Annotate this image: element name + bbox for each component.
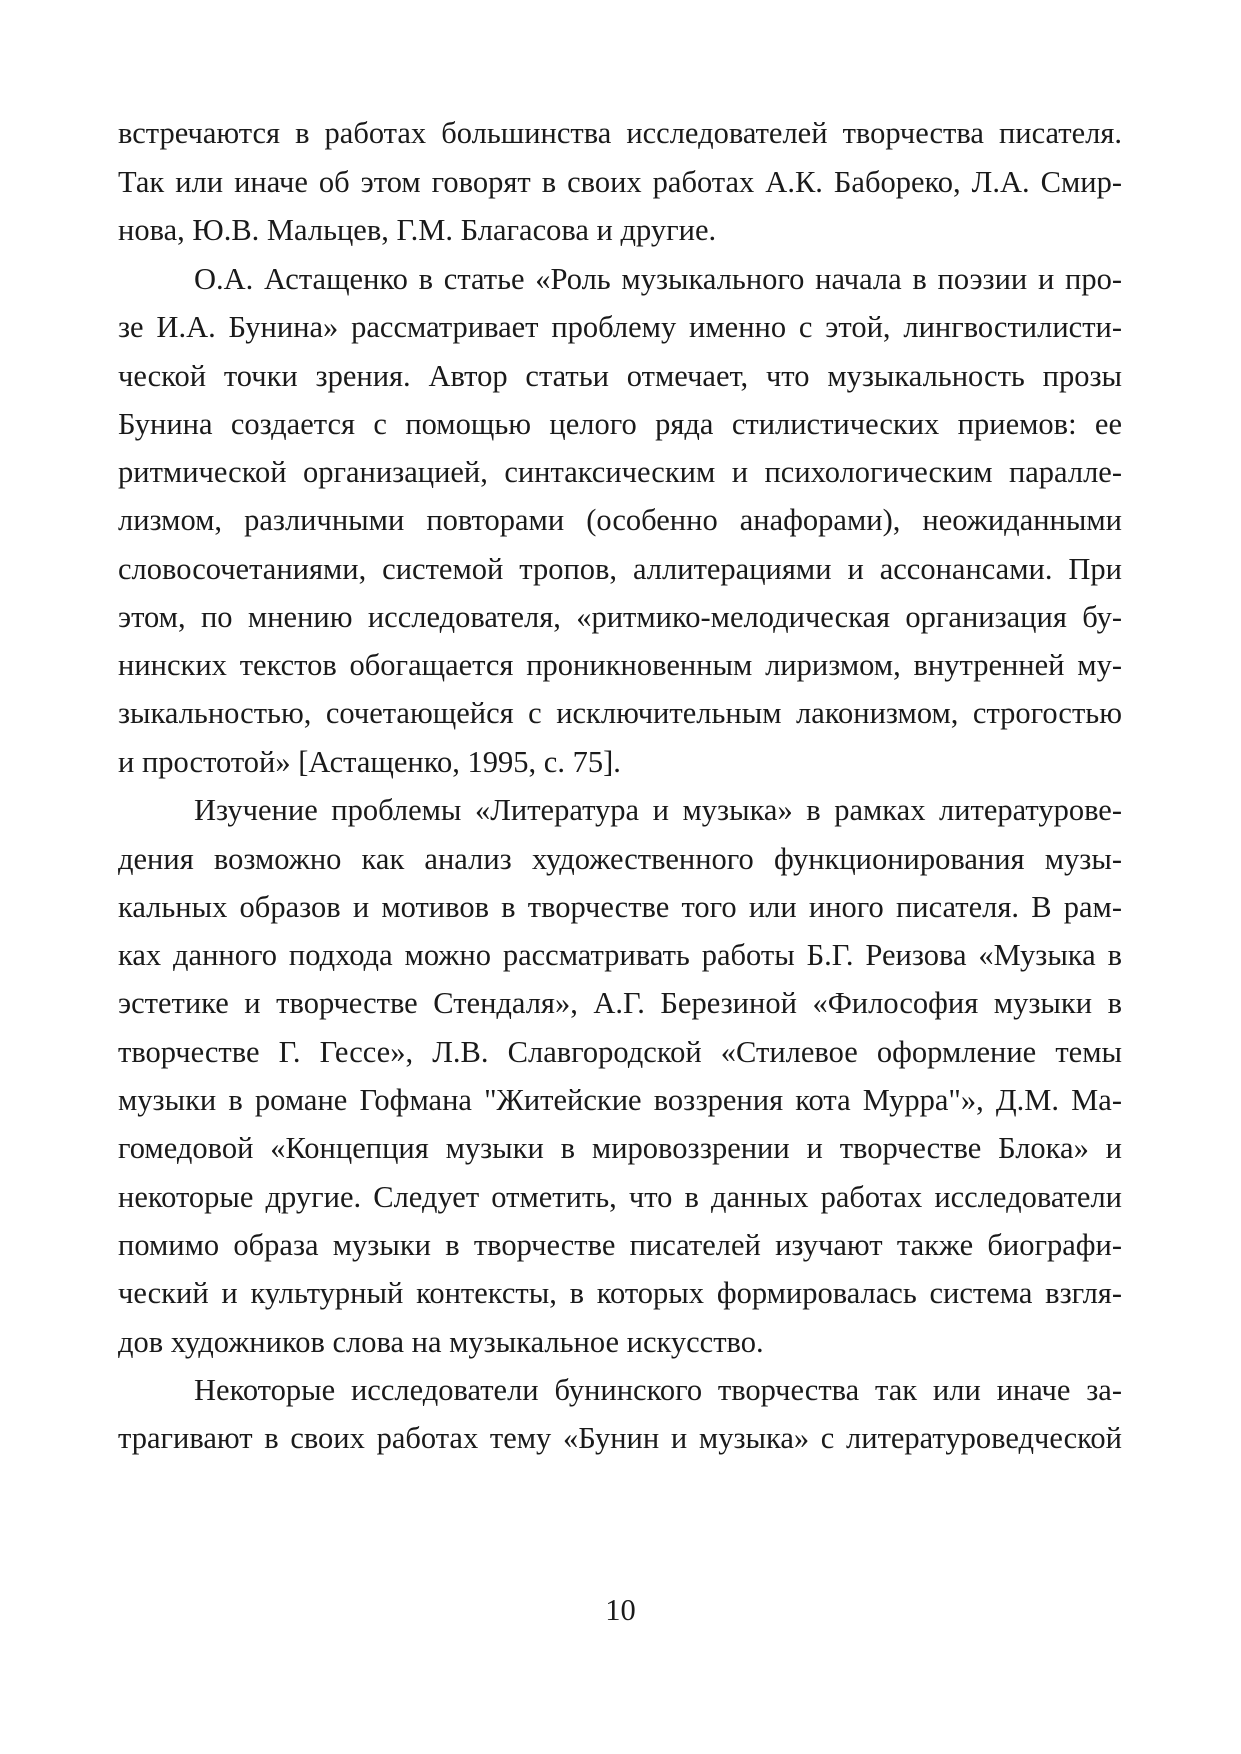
text-line: кальных образов и мотивов в творчестве того или иного писателя. В рам- [118, 890, 1122, 924]
text-line: нинских текстов обогащается проникновенным лиризмом, внутренней му- [118, 648, 1122, 682]
text-line: ритмической организацией, синтаксическим и психологическим паралле- [118, 455, 1122, 489]
text-line: ческий и культурный контексты, в которых формировалась система взгля- [118, 1276, 1122, 1310]
text-line: некоторые другие. Следует отметить, что в данных работах исследователи [118, 1180, 1122, 1214]
text-line: ческой точки зрения. Автор статьи отмечает, что музыкальность прозы [118, 359, 1122, 393]
page-number: 10 [605, 1593, 636, 1627]
text-line: гомедовой «Концепция музыки в мировоззрении и творчестве Блока» и [118, 1131, 1122, 1165]
text-line: творчестве Г. Гессе», Л.В. Славгородской «Стилевое оформление темы [118, 1035, 1122, 1069]
text-line: эстетике и творчестве Стендаля», А.Г. Березиной «Философия музыки в [118, 986, 1122, 1020]
text-line: О.А. Астащенко в статье «Роль музыкального начала в поэзии и про- [194, 262, 1122, 296]
text-line: Некоторые исследователи бунинского творчества так или иначе за- [194, 1373, 1122, 1407]
text-line: Бунина создается с помощью целого ряда стилистических приемов: ее [118, 407, 1122, 441]
text-line: этом, по мнению исследователя, «ритмико-мелодическая организация бу- [118, 600, 1122, 634]
text-line: зе И.А. Бунина» рассматривает проблему именно с этой, лингвостилисти- [118, 310, 1122, 344]
text-line: трагивают в своих работах тему «Бунин и музыка» с литературоведческой [118, 1421, 1122, 1455]
text-line: музыки в романе Гофмана "Житейские воззрения кота Мурра"», Д.М. Ма- [118, 1083, 1122, 1117]
text-line: зыкальностью, сочетающейся с исключительным лаконизмом, строгостью [118, 696, 1122, 730]
text-line: нова, Ю.В. Мальцев, Г.М. Благасова и другие. [118, 213, 717, 247]
text-line: и простотой» [Астащенко, 1995, с. 75]. [118, 745, 621, 779]
text-line: ках данного подхода можно рассматривать работы Б.Г. Реизова «Музыка в [118, 938, 1122, 972]
text-line: помимо образа музыки в творчестве писателей изучают также биографи- [118, 1228, 1122, 1262]
text-line: встречаются в работах большинства исследователей творчества писателя. [118, 116, 1122, 150]
text-line: дения возможно как анализ художественного функционирования музы- [118, 842, 1122, 876]
text-line: дов художников слова на музыкальное искусство. [118, 1325, 764, 1359]
text-line: Так или иначе об этом говорят в своих работах А.К. Бабореко, Л.А. Смир- [118, 165, 1122, 199]
text-line: лизмом, различными повторами (особенно анафорами), неожиданными [118, 503, 1122, 537]
text-line: Изучение проблемы «Литература и музыка» в рамках литературове- [194, 793, 1122, 827]
text-line: словосочетаниями, системой тропов, аллитерациями и ассонансами. При [118, 552, 1122, 586]
